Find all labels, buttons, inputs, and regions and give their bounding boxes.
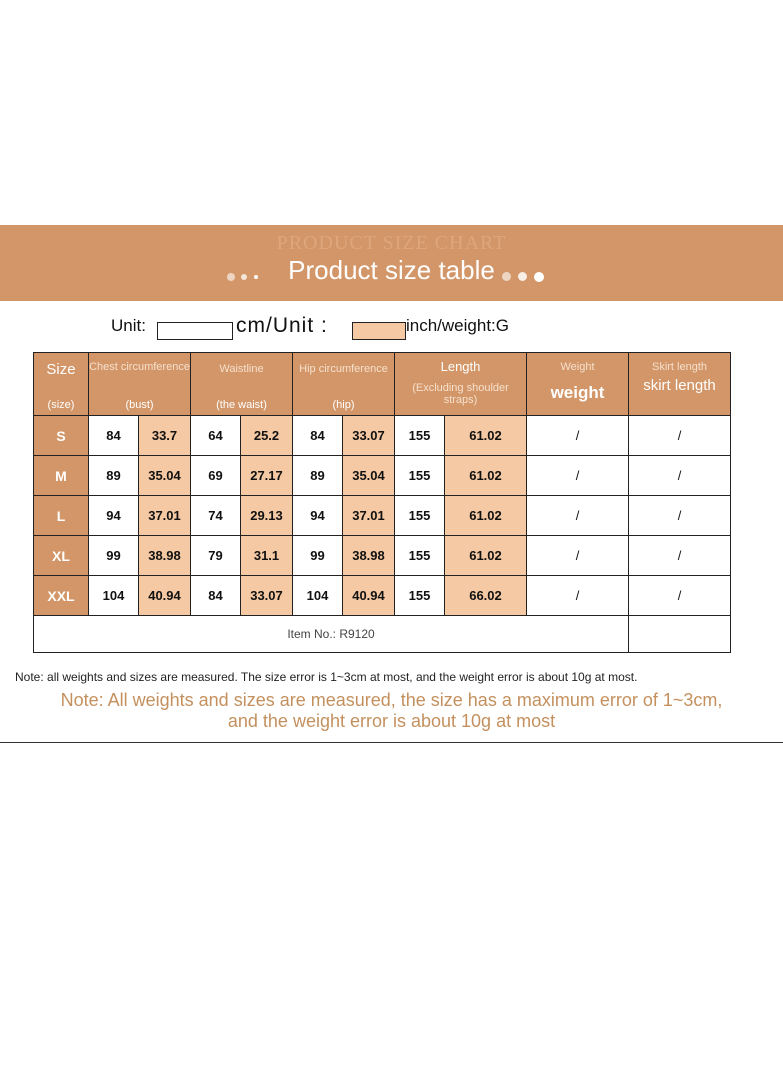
hip-inch-cell: 40.94 bbox=[343, 576, 395, 616]
skirt-length-cell: / bbox=[629, 536, 731, 576]
waist-inch-cell: 25.2 bbox=[241, 416, 293, 456]
header-skirt-length: Skirt length skirt length bbox=[629, 353, 731, 416]
cm-swatch bbox=[157, 322, 233, 340]
size-cell: XL bbox=[34, 536, 89, 576]
size-chart-banner bbox=[0, 225, 783, 301]
waist-cm-cell: 79 bbox=[191, 536, 241, 576]
length-cm-cell: 155 bbox=[395, 416, 445, 456]
length-inch-cell: 61.02 bbox=[445, 496, 527, 536]
weight-cell: / bbox=[527, 416, 629, 456]
banner-title: Product size table bbox=[288, 255, 495, 285]
hip-cm-cell: 99 bbox=[293, 536, 343, 576]
weight-cell: / bbox=[527, 496, 629, 536]
chest-inch-cell: 38.98 bbox=[139, 536, 191, 576]
note-large-line-2: and the weight error is about 10g at most bbox=[227, 711, 556, 731]
table-row bbox=[34, 456, 731, 496]
weight-cell: / bbox=[527, 456, 629, 496]
chest-inch-cell: 40.94 bbox=[139, 576, 191, 616]
chest-inch-cell: 37.01 bbox=[139, 496, 191, 536]
chest-inch-cell: 35.04 bbox=[139, 456, 191, 496]
hip-inch-cell: 37.01 bbox=[343, 496, 395, 536]
waist-cm-cell: 84 bbox=[191, 576, 241, 616]
note-large-line-1: Note: All weights and sizes are measured, the size has a maximum error of 1~3cm, bbox=[60, 690, 723, 710]
item-number-blank-cell bbox=[629, 616, 731, 653]
size-table bbox=[33, 352, 731, 653]
header-weight: Weight weight bbox=[527, 353, 629, 416]
waist-inch-cell: 29.13 bbox=[241, 496, 293, 536]
size-cell: S bbox=[34, 416, 89, 456]
waist-inch-cell: 33.07 bbox=[241, 576, 293, 616]
hip-inch-cell: 35.04 bbox=[343, 456, 395, 496]
waist-cm-cell: 74 bbox=[191, 496, 241, 536]
note-large bbox=[0, 690, 783, 732]
inch-weight-label: inch/weight:G bbox=[406, 316, 509, 335]
waist-cm-cell: 64 bbox=[191, 416, 241, 456]
chest-inch-cell: 33.7 bbox=[139, 416, 191, 456]
table-header-row bbox=[34, 353, 731, 416]
waist-cm-cell: 69 bbox=[191, 456, 241, 496]
header-chest: Chest circumference (bust) bbox=[89, 353, 191, 416]
skirt-length-cell: / bbox=[629, 456, 731, 496]
chest-cm-cell: 94 bbox=[89, 496, 139, 536]
skirt-length-cell: / bbox=[629, 416, 731, 456]
banner-ghost-title: PRODUCT SIZE CHART bbox=[276, 232, 507, 254]
table-row bbox=[34, 416, 731, 456]
length-cm-cell: 155 bbox=[395, 536, 445, 576]
weight-cell: / bbox=[527, 536, 629, 576]
hip-inch-cell: 38.98 bbox=[343, 536, 395, 576]
length-cm-cell: 155 bbox=[395, 576, 445, 616]
table-row bbox=[34, 536, 731, 576]
hip-inch-cell: 33.07 bbox=[343, 416, 395, 456]
waist-inch-cell: 27.17 bbox=[241, 456, 293, 496]
size-cell: L bbox=[34, 496, 89, 536]
header-waist: Waistline (the waist) bbox=[191, 353, 293, 416]
hip-cm-cell: 84 bbox=[293, 416, 343, 456]
chest-cm-cell: 84 bbox=[89, 416, 139, 456]
table-row bbox=[34, 496, 731, 536]
weight-cell: / bbox=[527, 576, 629, 616]
length-inch-cell: 66.02 bbox=[445, 576, 527, 616]
size-cell: XXL bbox=[34, 576, 89, 616]
waist-inch-cell: 31.1 bbox=[241, 536, 293, 576]
bottom-divider bbox=[0, 742, 783, 743]
skirt-length-cell: / bbox=[629, 496, 731, 536]
unit-label: Unit: bbox=[111, 316, 146, 335]
hip-cm-cell: 89 bbox=[293, 456, 343, 496]
skirt-length-cell: / bbox=[629, 576, 731, 616]
chest-cm-cell: 104 bbox=[89, 576, 139, 616]
size-cell: M bbox=[34, 456, 89, 496]
chest-cm-cell: 89 bbox=[89, 456, 139, 496]
length-cm-cell: 155 bbox=[395, 456, 445, 496]
length-inch-cell: 61.02 bbox=[445, 456, 527, 496]
header-length: Length (Excluding shoulder straps) bbox=[395, 353, 527, 416]
header-hip: Hip circumference (hip) bbox=[293, 353, 395, 416]
length-inch-cell: 61.02 bbox=[445, 416, 527, 456]
chest-cm-cell: 99 bbox=[89, 536, 139, 576]
item-number-row bbox=[34, 616, 731, 653]
table-row bbox=[34, 576, 731, 616]
length-cm-cell: 155 bbox=[395, 496, 445, 536]
cm-unit-label: cm/Unit : bbox=[236, 314, 328, 337]
inch-swatch bbox=[352, 322, 406, 340]
length-inch-cell: 61.02 bbox=[445, 536, 527, 576]
hip-cm-cell: 94 bbox=[293, 496, 343, 536]
hip-cm-cell: 104 bbox=[293, 576, 343, 616]
header-size: Size (size) bbox=[34, 353, 89, 416]
note-small: Note: all weights and sizes are measured. The size error is 1~3cm at most, and the weight error is about 10g at most. bbox=[15, 670, 638, 684]
item-number: Item No.: R9120 bbox=[34, 616, 629, 653]
